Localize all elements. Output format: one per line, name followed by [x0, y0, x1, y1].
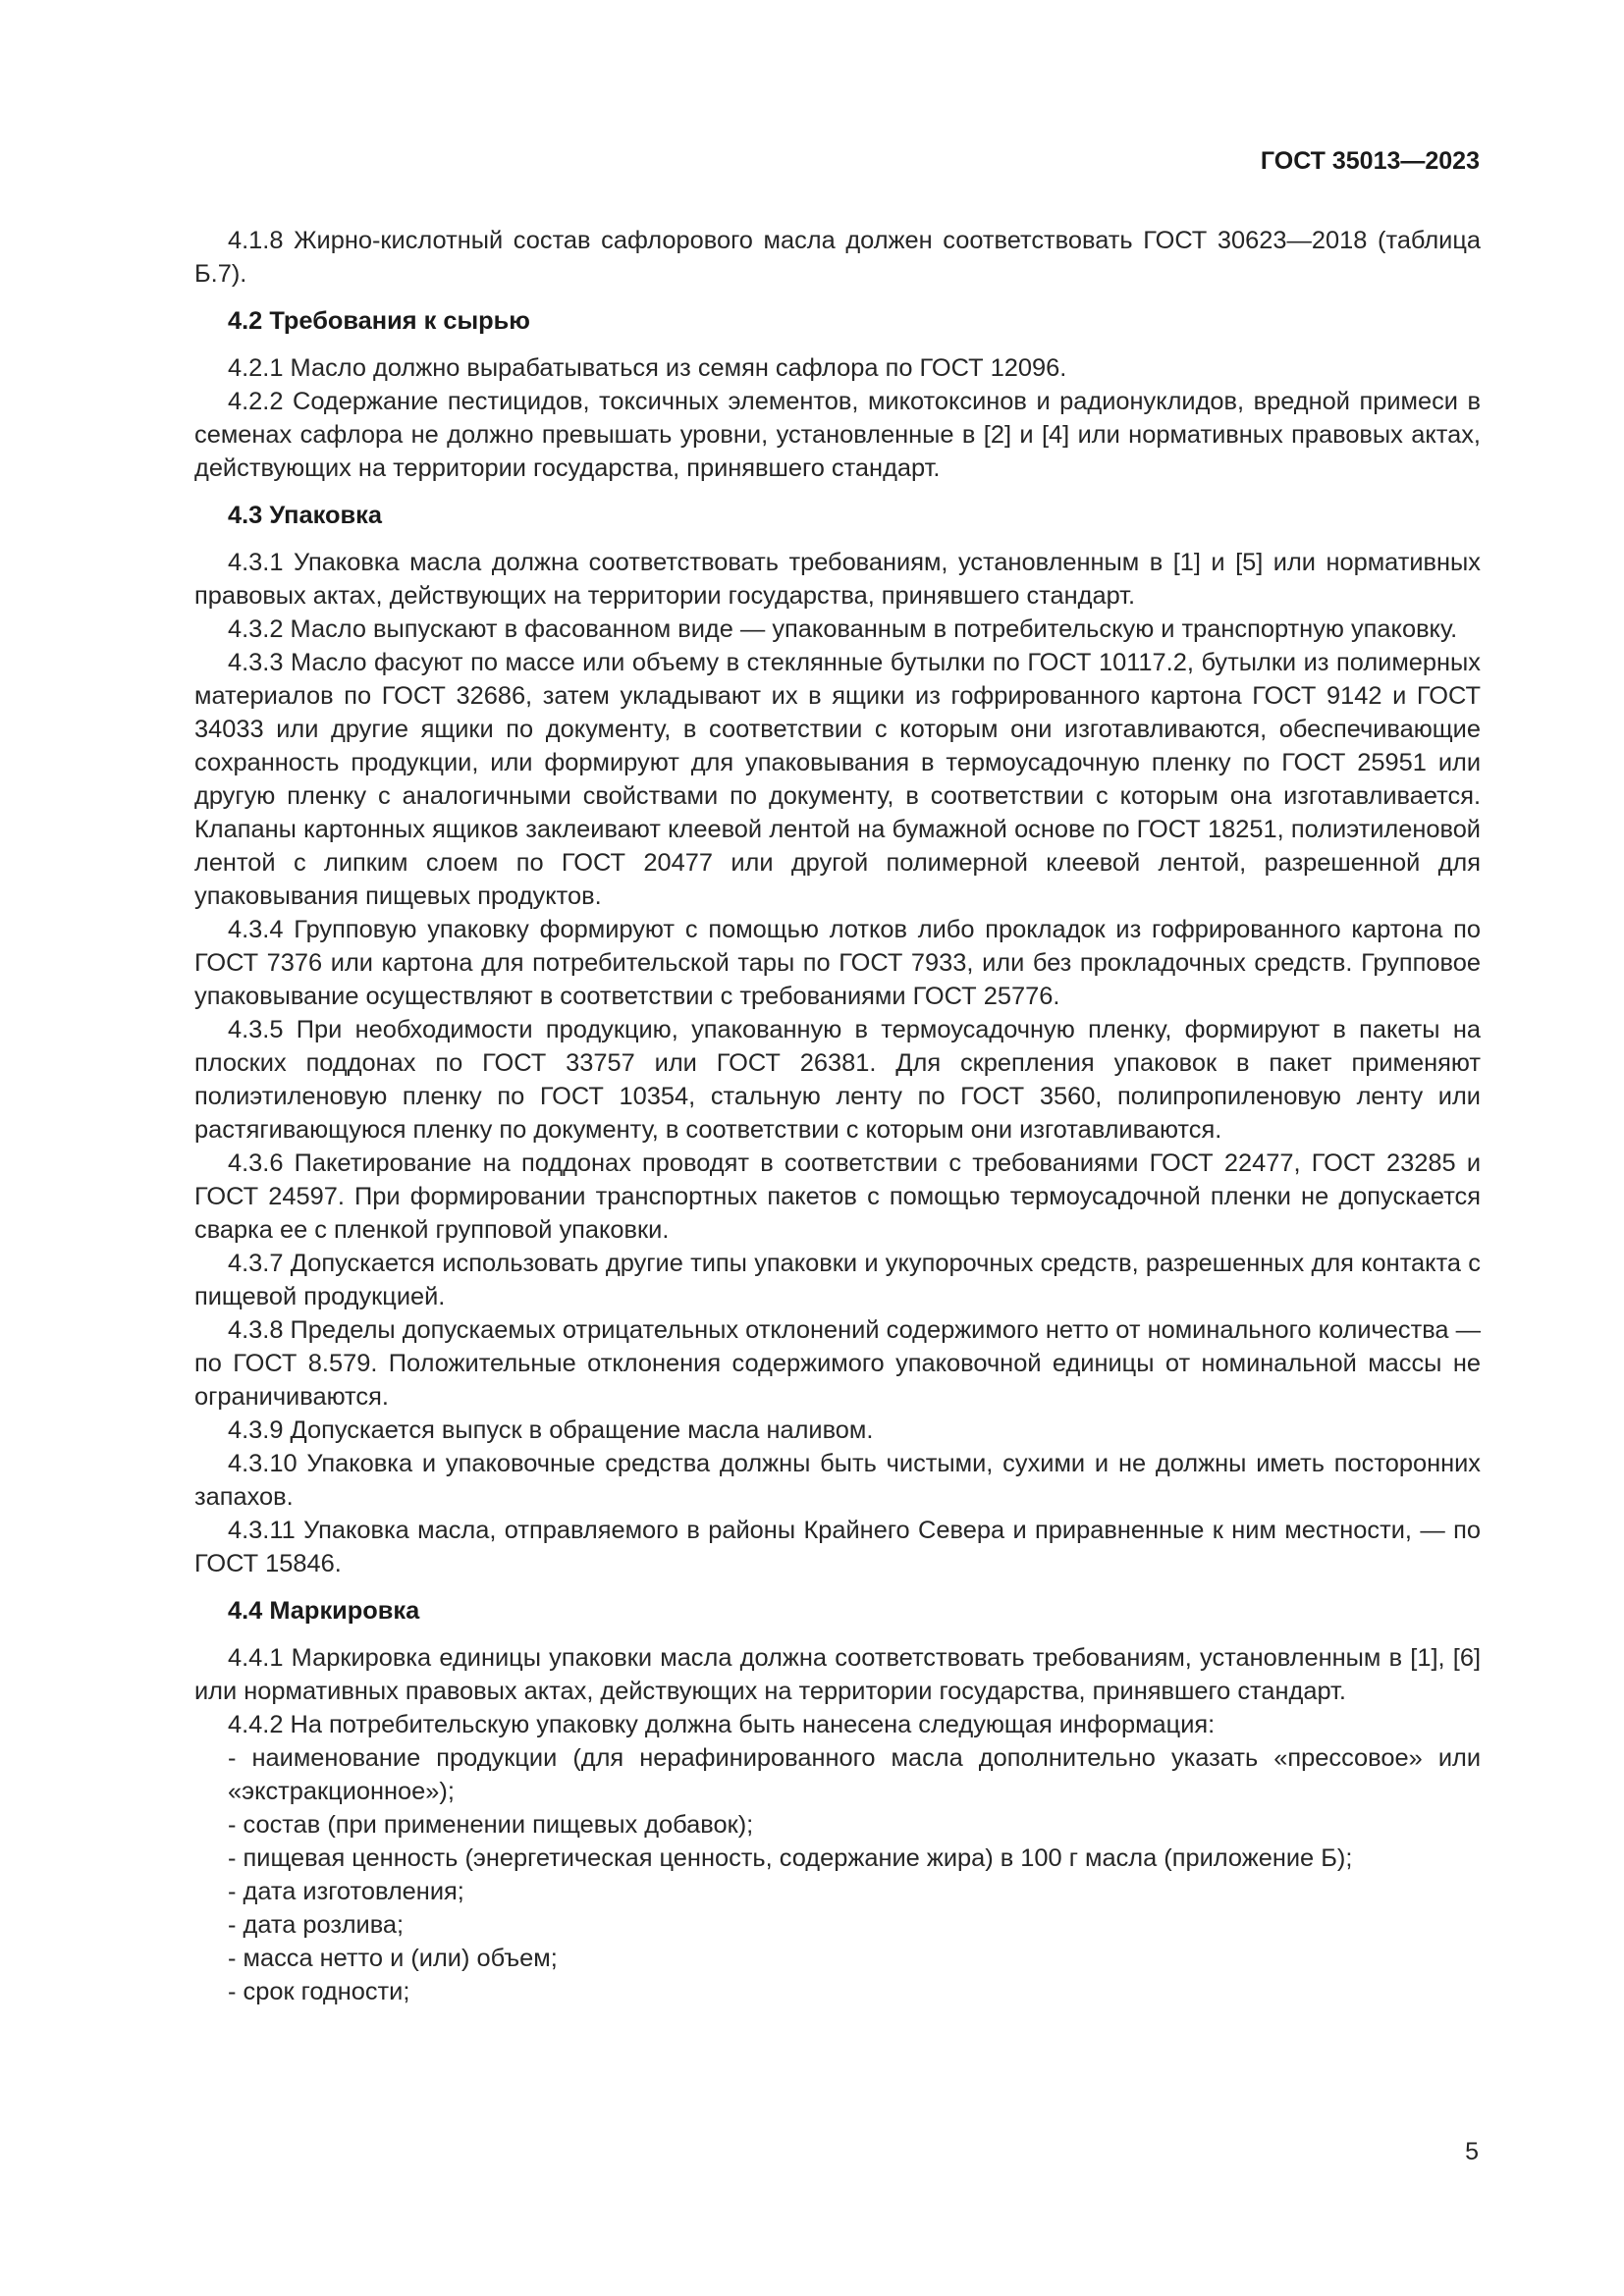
- section-heading-4-3: 4.3 Упаковка: [228, 502, 382, 529]
- list-item: - дата розлива;: [228, 1911, 405, 1939]
- list-item: - масса нетто и (или) объем;: [228, 1945, 558, 1972]
- document-id-header: ГОСТ 35013—2023: [1260, 147, 1480, 175]
- list-item: - срок годности;: [228, 1978, 410, 2005]
- list-item: - наименование продукции (для нерафинированного масла дополнительно указать «прессовое» или «экстракционное»);: [228, 1744, 1481, 1805]
- paragraph-4-3-4: 4.3.4 Групповую упаковку формируют с помощью лотков либо прокладок из гофрированного картона по ГОСТ 7376 или картона для потребительской тары по ГОСТ 7933, или без прокладочных средств. Групповое упаковывание осуществляют в соответствии с требованиями ГОСТ 25776.: [194, 916, 1481, 1010]
- list-item: - дата изготовления;: [228, 1878, 464, 1905]
- list-item: - состав (при применении пищевых добавок);: [228, 1811, 754, 1839]
- paragraph-4-3-10: 4.3.10 Упаковка и упаковочные средства должны быть чистыми, сухими и не должны иметь посторонних запахов.: [194, 1450, 1481, 1511]
- paragraph-4-3-1: 4.3.1 Упаковка масла должна соответствовать требованиям, установленным в [1] и [5] или нормативных правовых актах, действующих на территории государства, принявшего стандарт.: [194, 549, 1481, 610]
- paragraph-4-3-5: 4.3.5 При необходимости продукцию, упакованную в термоусадочную пленку, формируют в пакеты на плоских поддонах по ГОСТ 33757 или ГОСТ 26381. Для скрепления упаковок в пакет применяют полиэтиленовую пленку по ГОСТ 10354, стальную ленту по ГОСТ 3560, полипропиленовую ленту или растягивающуюся пленку по документу, в соответствии с которым они изготавливаются.: [194, 1016, 1481, 1144]
- paragraph-4-3-11: 4.3.11 Упаковка масла, отправляемого в районы Крайнего Севера и приравненные к ним местности, — по ГОСТ 15846.: [194, 1517, 1481, 1577]
- list-item: - пищевая ценность (энергетическая ценность, содержание жира) в 100 г масла (приложение Б);: [228, 1844, 1353, 1872]
- paragraph-4-2-2: 4.2.2 Содержание пестицидов, токсичных элементов, микотоксинов и радионуклидов, вредной примеси в семенах сафлора не должно превышать уровни, установленные в [2] и [4] или нормативных правовых актах, действующих на территории государства, принявшего стандарт.: [194, 388, 1481, 482]
- paragraph-4-3-9: 4.3.9 Допускается выпуск в обращение масла наливом.: [228, 1416, 874, 1444]
- page-number: 5: [1465, 2138, 1479, 2165]
- paragraph-4-4-2: 4.4.2 На потребительскую упаковку должна быть нанесена следующая информация:: [228, 1711, 1216, 1738]
- section-heading-4-2: 4.2 Требования к сырью: [228, 307, 530, 335]
- paragraph-4-3-8: 4.3.8 Пределы допускаемых отрицательных отклонений содержимого нетто от номинального количества — по ГОСТ 8.579. Положительные отклонения содержимого упаковочной единицы от номинальной массы не ограничиваются.: [194, 1316, 1481, 1411]
- paragraph-4-3-7: 4.3.7 Допускается использовать другие типы упаковки и укупорочных средств, разрешенных для контакта с пищевой продукцией.: [194, 1250, 1481, 1310]
- section-heading-4-4: 4.4 Маркировка: [228, 1597, 420, 1625]
- paragraph-4-2-1: 4.2.1 Масло должно вырабатываться из семян сафлора по ГОСТ 12096.: [228, 354, 1067, 382]
- paragraph-4-3-2: 4.3.2 Масло выпускают в фасованном виде — упакованным в потребительскую и транспортную упаковку.: [228, 615, 1458, 643]
- paragraph-4-3-3: 4.3.3 Масло фасуют по массе или объему в стеклянные бутылки по ГОСТ 10117.2, бутылки из полимерных материалов по ГОСТ 32686, затем укладывают их в ящики из гофрированного картона ГОСТ 9142 и ГОСТ 34033 или другие ящики по документу, в соответствии с которым они изготавливаются, обеспечивающие сохранность продукции, или формируют для упаковывания в термоусадочную пленку по ГОСТ 25951 или другую пленку с аналогичными свойствами по документу, в соответствии с которым она изготавливается. Клапаны картонных ящиков заклеивают клеевой лентой на бумажной основе по ГОСТ 18251, полиэтиленовой лентой с липким слоем по ГОСТ 20477 или другой полимерной клеевой лентой, разрешенной для упаковывания пищевых продуктов.: [194, 649, 1481, 910]
- paragraph-4-1-8: 4.1.8 Жирно-кислотный состав сафлорового масла должен соответствовать ГОСТ 30623—2018 (таблица Б.7).: [194, 227, 1481, 288]
- paragraph-4-3-6: 4.3.6 Пакетирование на поддонах проводят в соответствии с требованиями ГОСТ 22477, ГОСТ 23285 и ГОСТ 24597. При формировании транспортных пакетов с помощью термоусадочной пленки не допускается сварка ее с пленкой групповой упаковки.: [194, 1149, 1481, 1244]
- paragraph-4-4-1: 4.4.1 Маркировка единицы упаковки масла должна соответствовать требованиям, установленным в [1], [6] или нормативных правовых актах, действующих на территории государства, принявшего стандарт.: [194, 1644, 1481, 1705]
- document-body: [194, 224, 1481, 2008]
